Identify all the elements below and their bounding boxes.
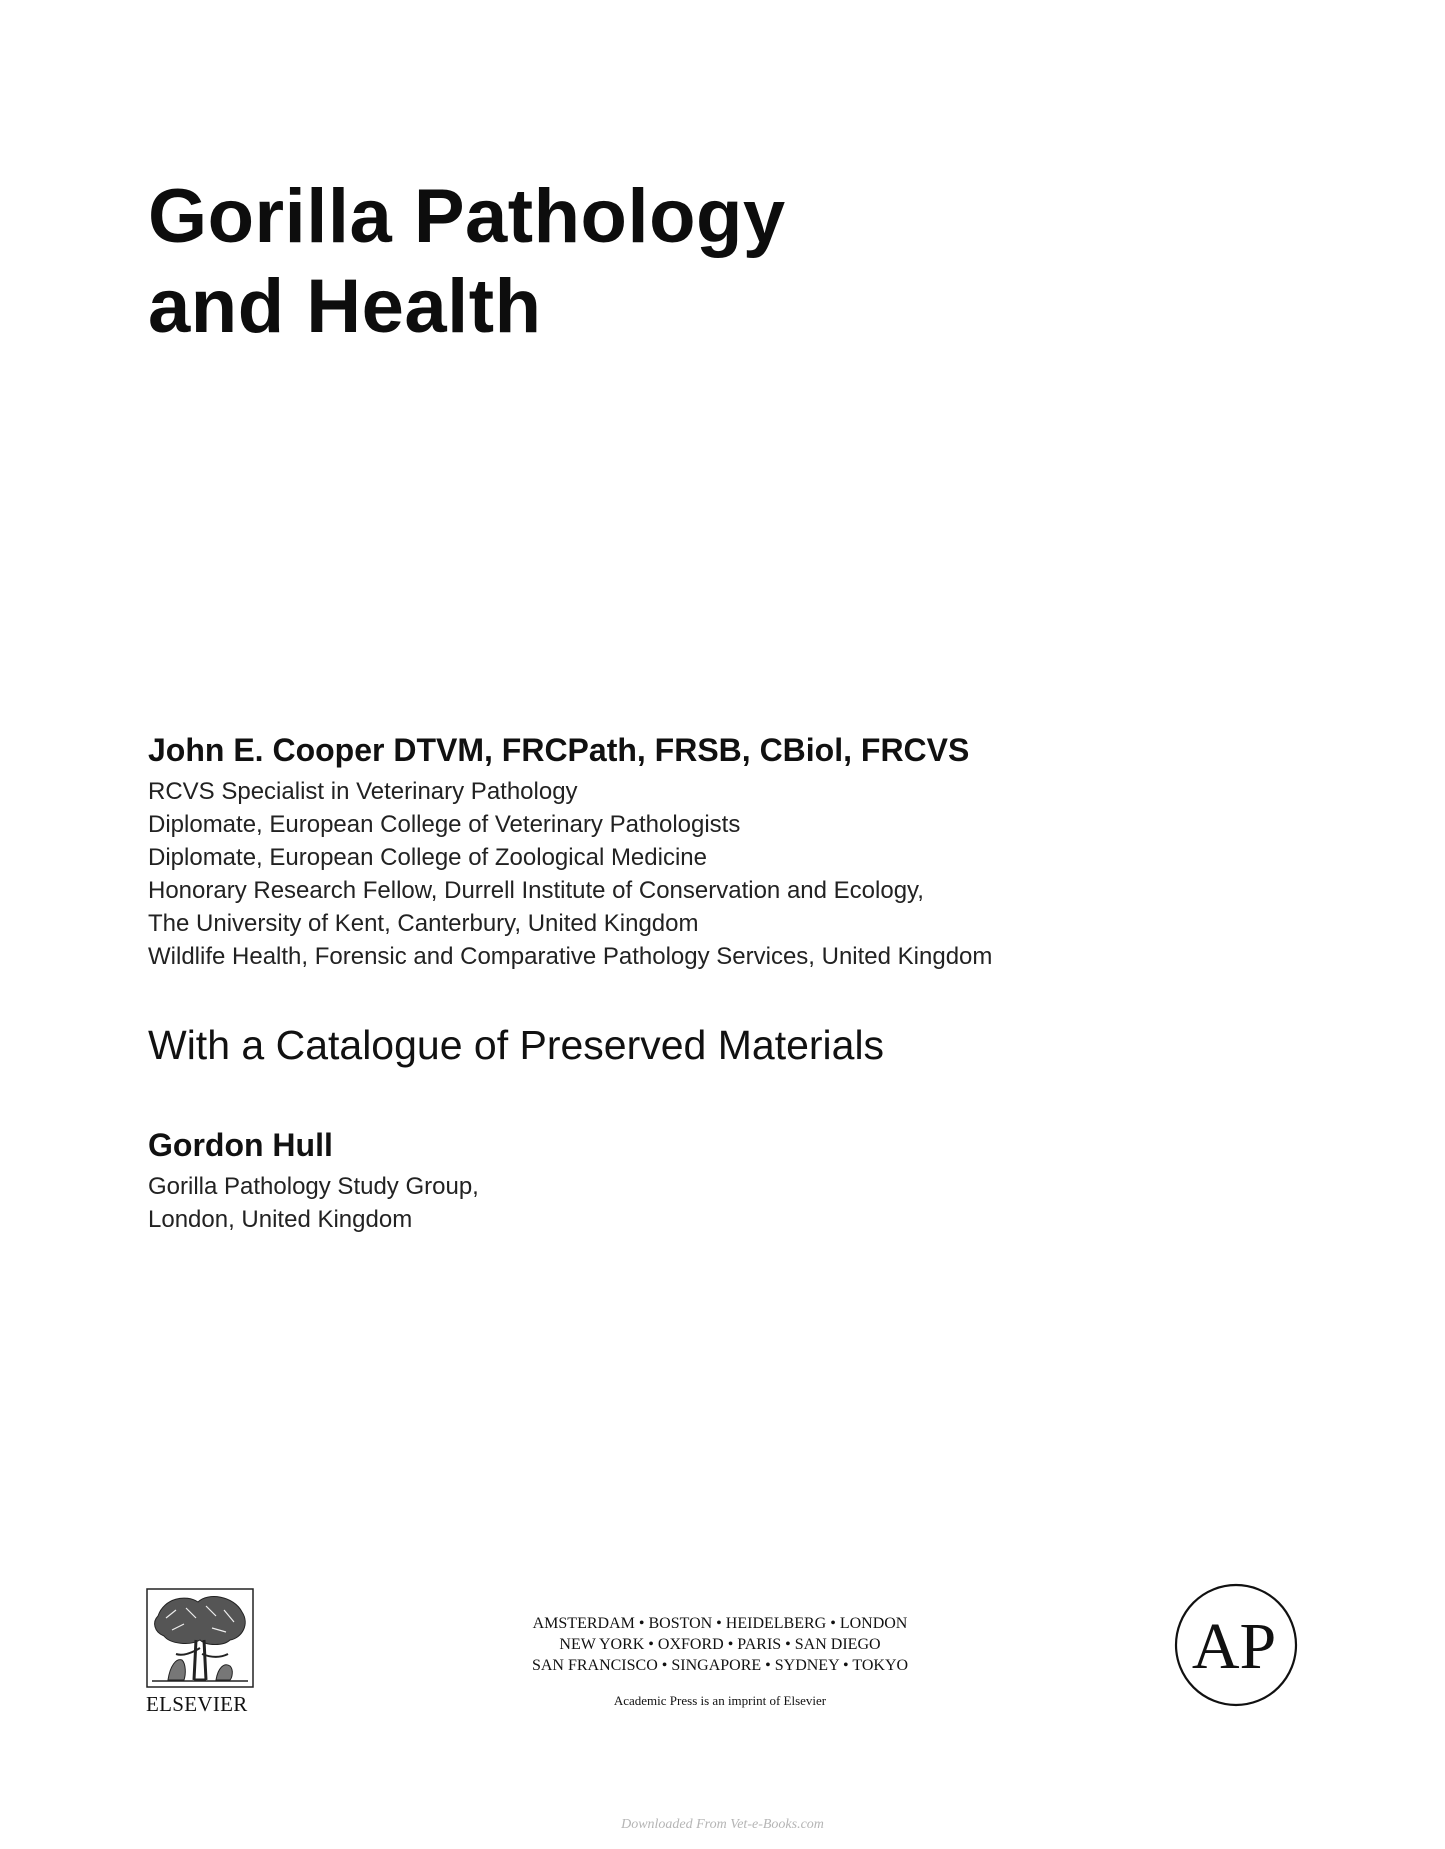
affiliation-line: The University of Kent, Canterbury, United Kingdom: [148, 910, 699, 937]
elsevier-tree-icon: [146, 1588, 254, 1688]
primary-author-block: [148, 732, 992, 973]
download-watermark: Downloaded From Vet-e-Books.com: [621, 1817, 824, 1832]
cities-line: AMSTERDAM • BOSTON • HEIDELBERG • LONDON: [532, 1615, 908, 1632]
affiliation-line: London, United Kingdom: [148, 1206, 413, 1233]
elsevier-wordmark: ELSEVIER: [146, 1692, 248, 1716]
cities-line: NEW YORK • OXFORD • PARIS • SAN DIEGO: [559, 1636, 881, 1653]
elsevier-logo: [146, 1588, 256, 1717]
publisher-cities: [440, 1613, 1000, 1711]
imprint-note: Academic Press is an imprint of Elsevier: [613, 1693, 827, 1708]
affiliation-line: Honorary Research Fellow, Durrell Institute of Conservation and Ecology,: [148, 877, 924, 904]
cities-line: SAN FRANCISCO • SINGAPORE • SYDNEY • TOKYO: [531, 1657, 909, 1674]
primary-author-name: John E. Cooper DTVM, FRCPath, FRSB, CBiol, FRCVS: [148, 732, 970, 768]
affiliation-line: Gorilla Pathology Study Group,: [148, 1173, 479, 1200]
secondary-author-block: [148, 1127, 479, 1236]
affiliation-line: Diplomate, European College of Veterinary Pathologists: [148, 811, 741, 838]
book-title: [148, 172, 786, 352]
title-line-2: and Health: [148, 264, 542, 349]
title-line-1: Gorilla Pathology: [148, 174, 786, 259]
book-subtitle: With a Catalogue of Preserved Materials: [148, 1022, 885, 1068]
ap-logo-text: AP: [1191, 1610, 1277, 1683]
secondary-author-name: Gordon Hull: [148, 1127, 333, 1163]
academic-press-logo-icon: [1173, 1582, 1299, 1708]
affiliation-line: Diplomate, European College of Zoological Medicine: [148, 844, 707, 871]
affiliation-line: RCVS Specialist in Veterinary Pathology: [148, 778, 578, 805]
affiliation-line: Wildlife Health, Forensic and Comparative Pathology Services, United Kingdom: [148, 943, 993, 970]
